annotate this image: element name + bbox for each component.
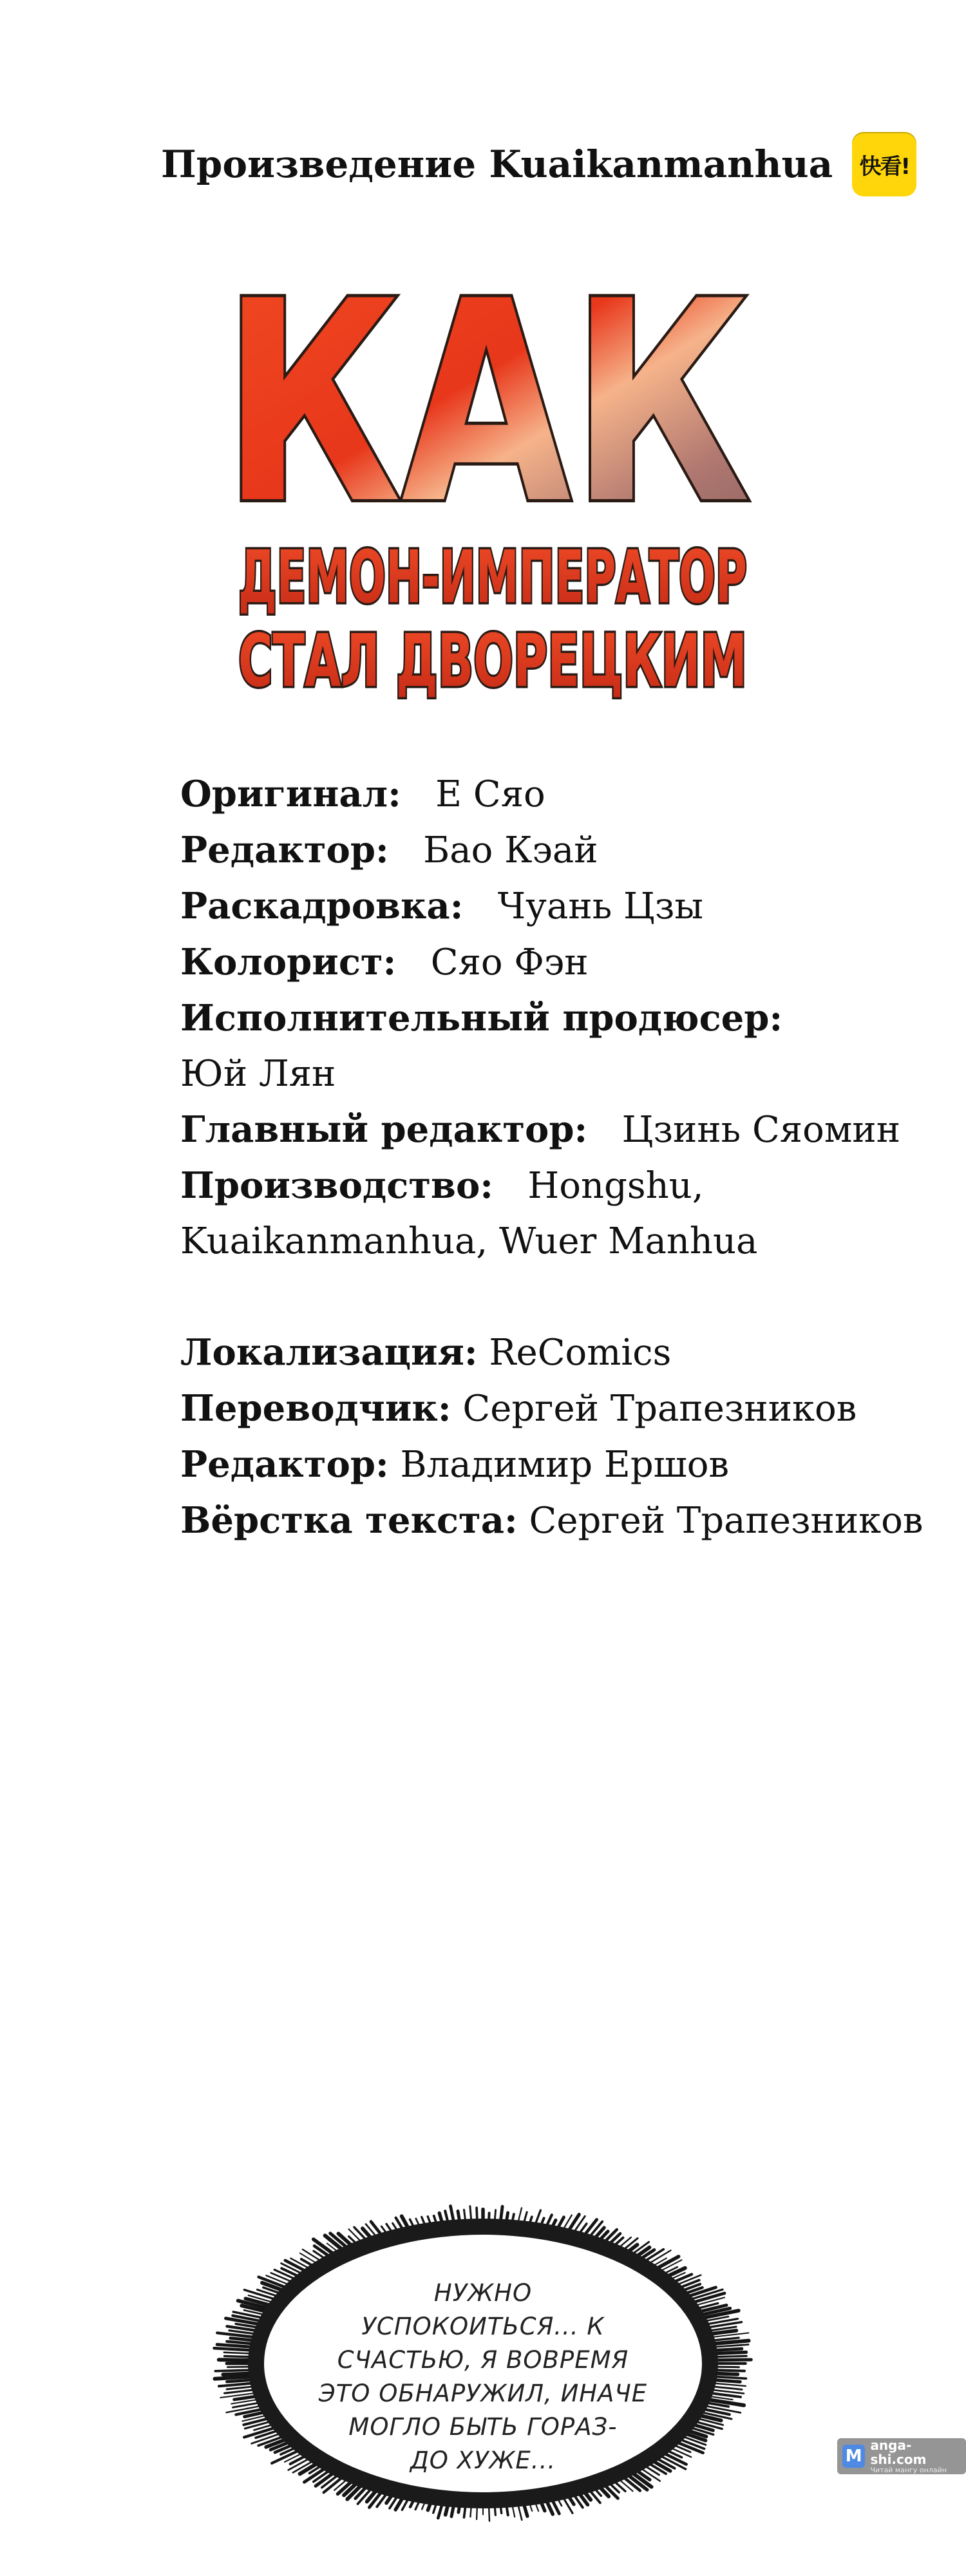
credit-value: Сяо Фэн [430, 942, 589, 983]
bubble-line: НУЖНО [433, 2279, 533, 2307]
credit-typesetting [180, 1493, 921, 1549]
credit-label: Переводчик: [180, 1387, 451, 1430]
credit-label: Редактор: [180, 1443, 389, 1486]
title-line-1: КАК [222, 243, 750, 565]
bubble-line: СЧАСТЬЮ, Я ВОВРЕМЯ [337, 2346, 629, 2374]
credit-value: Сергей Трапезников [462, 1388, 857, 1430]
bubble-line: УСПОКОИТЬСЯ... К [361, 2313, 605, 2340]
credit-value: Цзинь Сяомин [621, 1109, 901, 1151]
credit-value: Чуань Цзы [497, 886, 703, 927]
credit-label: Локализация: [180, 1331, 478, 1374]
publisher-header [161, 129, 916, 200]
credit-chief-editor [180, 1102, 921, 1158]
speech-bubble [206, 2190, 760, 2537]
bubble-line: МОГЛО БЫТЬ ГОРАЗ- [348, 2413, 618, 2441]
credit-translator [180, 1381, 921, 1437]
title-line-3: СТАЛ ДВОРЕЦКИМ [238, 620, 747, 703]
credit-label: Исполнительный продюсер: [180, 997, 783, 1039]
site-logo-icon: M [842, 2445, 865, 2468]
watermark-text [870, 2438, 966, 2474]
credit-value: Бао Кэай [423, 829, 598, 871]
credit-value: Е Сяо [435, 773, 545, 815]
credit-producer-value [180, 1046, 921, 1102]
credits-block [180, 766, 921, 1549]
credit-production [180, 1158, 921, 1214]
credit-label: Колорист: [180, 941, 397, 983]
comic-title-logo [209, 243, 763, 715]
bubble-line: ЭТО ОБНАРУЖИЛ, ИНАЧЕ [318, 2380, 648, 2407]
credits-spacer [180, 1269, 921, 1325]
credit-label: Производство: [180, 1164, 493, 1207]
credit-label: Оригинал: [180, 773, 401, 815]
credit-colorist [180, 934, 921, 990]
title-line-2: ДЕМОН-ИМПЕРАТОР [238, 536, 747, 620]
credit-value: ReComics [489, 1332, 672, 1374]
credit-label: Раскадровка: [180, 885, 464, 927]
credit-production-cont [180, 1214, 921, 1269]
credit-label: Редактор: [180, 829, 389, 871]
publisher-text: Произведение Kuaikanmanhua [161, 142, 833, 186]
credit-value: Юй Лян [180, 1053, 336, 1095]
credit-label: Вёрстка текста: [180, 1499, 518, 1542]
credit-value: Владимир Ершов [400, 1444, 729, 1486]
credit-editor [180, 822, 921, 878]
watermark-sub: Читай мангу онлайн [870, 2465, 947, 2474]
watermark-main: anga-shi.com [870, 2437, 927, 2467]
kuaikan-logo-glyph: 快看! [859, 153, 910, 180]
credit-value: Kuaikanmanhua, Wuer Manhua [180, 1220, 758, 1262]
credit-label: Главный редактор: [180, 1108, 588, 1151]
credit-original [180, 766, 921, 822]
site-watermark [837, 2438, 966, 2474]
credit-value: Hongshu, [527, 1165, 704, 1207]
credit-producer [180, 990, 921, 1046]
credit-localization [180, 1325, 921, 1381]
credit-storyboard [180, 878, 921, 934]
bubble-line: ДО ХУЖЕ... [410, 2447, 556, 2474]
credit-value: Сергей Трапезников [529, 1500, 923, 1542]
bubble-text [206, 2277, 760, 2477]
kuaikan-logo-icon [852, 132, 916, 196]
credit-loc-editor [180, 1437, 921, 1493]
